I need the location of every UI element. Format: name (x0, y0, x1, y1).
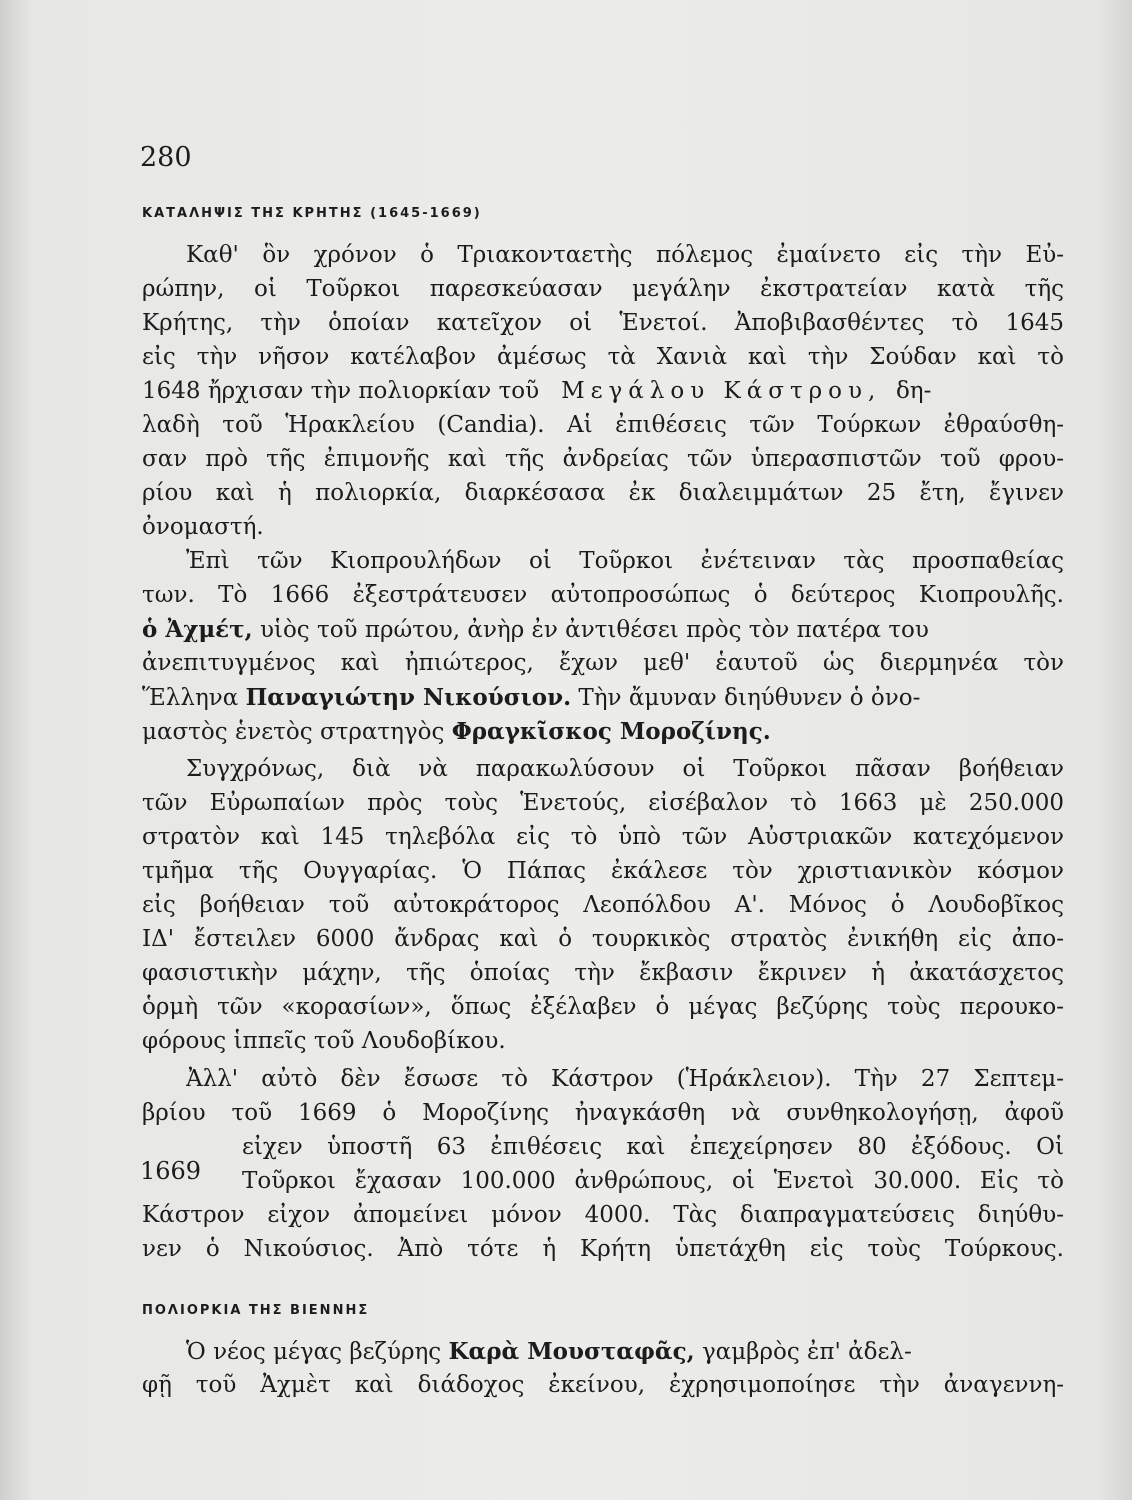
text-line: σαν πρὸ τῆς ἐπιμονῆς καὶ τῆς ἀνδρείας τῶν ὑπερασπιστῶν τοῦ φρου- (142, 446, 1064, 472)
text-line: φόρους ἱππεῖς τοῦ Λουδοβίκου. (142, 1028, 506, 1054)
section-heading-crete: ΚΑΤΑΛΗΨΙΣ ΤΗΣ ΚΡΗΤΗΣ (1645-1669) (142, 206, 482, 221)
text-line: ρώπην, οἱ Τοῦρκοι παρεσκεύασαν μεγάλην ἐκστρατείαν κατὰ τῆς (142, 276, 1064, 302)
text-line: Τοῦρκοι ἔχασαν 100.000 ἀνθρώπους, οἱ Ἑνετοὶ 30.000. Εἰς τὸ (242, 1168, 1064, 1194)
text-run: μαστὸς ἑνετὸς στρατηγὸς (142, 719, 445, 745)
text-line-mixed (142, 718, 1064, 745)
bold-name: ὁ Ἀχμέτ, (142, 616, 253, 643)
text-line: Κρήτης, τὴν ὁποίαν κατεῖχον οἱ Ἑνετοί. Ἀποβιβασθέντες τὸ 1645 (142, 310, 1064, 336)
bold-name: Φραγκῖσκος Μοροζίνης. (451, 718, 771, 745)
text-line: Συγχρόνως, διὰ νὰ παρακωλύσουν οἱ Τοῦρκοι πᾶσαν βοήθειαν (186, 756, 1064, 782)
text-line: τῶν Εὐρωπαίων πρὸς τοὺς Ἑνετούς, εἰσέβαλον τὸ 1663 μὲ 250.000 (142, 790, 1064, 816)
text-line: ρίου καὶ ἡ πολιορκία, διαρκέσασα ἐκ διαλειμμάτων 25 ἔτη, ἔγινεν (142, 480, 1064, 506)
text-run: υἱὸς τοῦ πρώτου, ἀνὴρ ἐν ἀντιθέσει πρὸς τὸν πατέρα του (259, 617, 929, 643)
text-line-mixed (142, 616, 1064, 643)
text-line: Κάστρον εἶχον ἀπομείνει μόνον 4000. Τὰς διαπραγματεύσεις διηύθυ- (142, 1202, 1064, 1228)
text-run: Ἕλληνα (142, 685, 239, 711)
text-line: Ἀλλ' αὐτὸ δὲν ἔσωσε τὸ Κάστρον (Ἡράκλειον). Τὴν 27 Σεπτεμ- (186, 1066, 1064, 1092)
text-run: δη- (895, 378, 932, 404)
text-line: φῇ τοῦ Ἀχμὲτ καὶ διάδοχος ἐκείνου, ἐχρησιμοποίησε τὴν ἀναγεννη- (142, 1372, 1064, 1398)
text-line: φασιστικὴν μάχην, τῆς ὁποίας τὴν ἔκβασιν ἔκρινεν ἡ ἀκατάσχετος (142, 960, 1064, 986)
text-line-mixed (142, 684, 1064, 711)
text-run: γαμβρὸς ἐπ' ἀδελ- (701, 1339, 912, 1365)
page-number: 280 (140, 142, 192, 173)
text-line: ΙΔ' ἔστειλεν 6000 ἄνδρας καὶ ὁ τουρκικὸς στρατὸς ἐνικήθη εἰς ἀπο- (142, 926, 1064, 952)
text-line: νεν ὁ Νικούσιος. Ἀπὸ τότε ἡ Κρήτη ὑπετάχθη εἰς τοὺς Τούρκους. (142, 1236, 1064, 1262)
text-line-mixed (186, 1338, 1064, 1365)
text-line: ἀνεπιτυγμένος καὶ ἠπιώτερος, ἔχων μεθ' ἑαυτοῦ ὡς διερμηνέα τὸν (142, 650, 1064, 676)
text-run: Τὴν ἄμυναν διηύθυνεν ὁ ὀνο- (578, 685, 921, 711)
bold-name: Παναγιώτην Νικούσιον. (245, 684, 572, 711)
text-line: Ἐπὶ τῶν Κιοπρουλήδων οἱ Τοῦρκοι ἐνέτειναν τὰς προσπαθείας (186, 548, 1064, 574)
text-line: ὁρμὴ τῶν «κορασίων», ὅπως ἐξέλαβεν ὁ μέγας βεζύρης τοὺς περουκο- (142, 994, 1064, 1020)
section-heading-vienna: ΠΟΛΙΟΡΚΙΑ ΤΗΣ ΒΙΕΝΝΗΣ (142, 1303, 370, 1318)
text-line: των. Τὸ 1666 ἐξεστράτευσεν αὐτοπροσώπως ὁ δεύτερος Κιοπρουλῆς. (142, 582, 1064, 608)
text-line: λαδὴ τοῦ Ἡρακλείου (Candia). Αἱ ἐπιθέσεις τῶν Τούρκων ἐθραύσθη- (142, 412, 1064, 438)
text-run: 1648 ἤρχισαν τὴν πολιορκίαν τοῦ (142, 378, 540, 404)
text-line: ὀνομαστή. (142, 514, 264, 540)
text-run: Ὁ νέος μέγας βεζύρης (186, 1339, 442, 1365)
margin-year: 1669 (140, 1157, 202, 1185)
text-line-mixed (142, 378, 1064, 404)
text-line: εἰς βοήθειαν τοῦ αὐτοκράτορος Λεοπόλδου Α'. Μόνος ὁ Λουδοβῖκος (142, 892, 1064, 918)
text-line: εἰς τὴν νῆσον κατέλαβον ἀμέσως τὰ Χανιὰ καὶ τὴν Σούδαν καὶ τὸ (142, 344, 1064, 370)
text-line: Καθ' ὃν χρόνον ὁ Τριακονταετὴς πόλεμος ἐμαίνετο εἰς τὴν Εὐ- (186, 242, 1064, 268)
bold-name: Καρὰ Μουσταφᾶς, (448, 1338, 695, 1365)
emphasized-place-name: Μεγάλου Κάστρου, (561, 378, 882, 404)
text-line: στρατὸν καὶ 145 τηλεβόλα εἰς τὸ ὑπὸ τῶν Αὐστριακῶν κατεχόμενον (142, 824, 1064, 850)
text-line: τμῆμα τῆς Ουγγαρίας. Ὁ Πάπας ἐκάλεσε τὸν χριστιανικὸν κόσμον (142, 858, 1064, 884)
text-line: βρίου τοῦ 1669 ὁ Μοροζίνης ἠναγκάσθη νὰ συνθηκολογήσῃ, ἀφοῦ (142, 1100, 1064, 1126)
text-line: εἶχεν ὑποστῆ 63 ἐπιθέσεις καὶ ἐπεχείρησεν 80 ἐξόδους. Οἱ (242, 1134, 1064, 1160)
